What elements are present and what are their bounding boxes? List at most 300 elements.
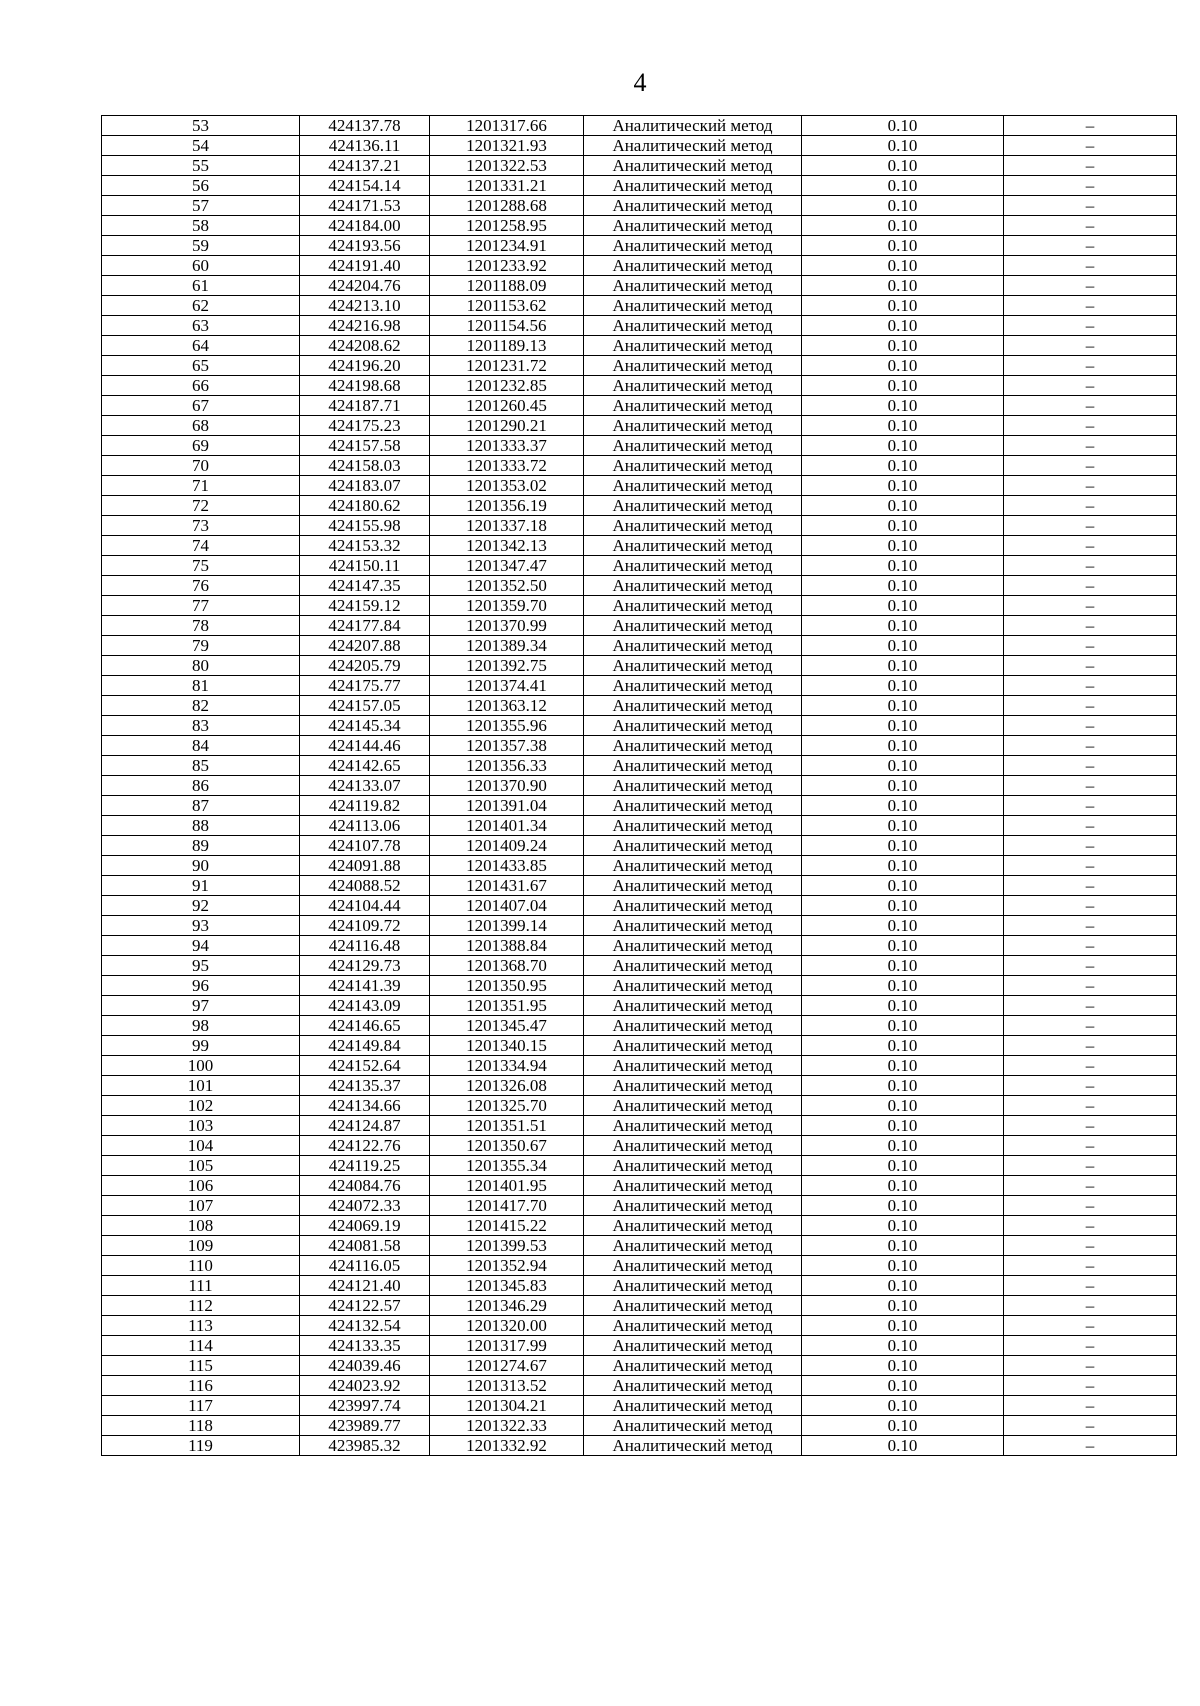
- method-cell: Аналитический метод: [584, 496, 802, 516]
- point-number-cell: 56: [102, 176, 300, 196]
- y-coordinate-cell: 1201334.94: [430, 1056, 584, 1076]
- table-row: [102, 1016, 1177, 1036]
- accuracy-cell: 0.10: [802, 496, 1004, 516]
- x-coordinate-cell: 424208.62: [300, 336, 430, 356]
- y-coordinate-cell: 1201370.90: [430, 776, 584, 796]
- note-cell: –: [1004, 136, 1177, 156]
- point-number-cell: 115: [102, 1356, 300, 1376]
- method-cell: Аналитический метод: [584, 316, 802, 336]
- x-coordinate-cell: 423997.74: [300, 1396, 430, 1416]
- point-number-cell: 104: [102, 1136, 300, 1156]
- x-coordinate-cell: 424216.98: [300, 316, 430, 336]
- method-cell: Аналитический метод: [584, 156, 802, 176]
- x-coordinate-cell: 424184.00: [300, 216, 430, 236]
- x-coordinate-cell: 424198.68: [300, 376, 430, 396]
- accuracy-cell: 0.10: [802, 536, 1004, 556]
- point-number-cell: 69: [102, 436, 300, 456]
- note-cell: –: [1004, 956, 1177, 976]
- table-row: [102, 236, 1177, 256]
- table-row: [102, 296, 1177, 316]
- x-coordinate-cell: 424088.52: [300, 876, 430, 896]
- y-coordinate-cell: 1201388.84: [430, 936, 584, 956]
- y-coordinate-cell: 1201350.67: [430, 1136, 584, 1156]
- note-cell: –: [1004, 756, 1177, 776]
- note-cell: –: [1004, 1156, 1177, 1176]
- accuracy-cell: 0.10: [802, 176, 1004, 196]
- point-number-cell: 100: [102, 1056, 300, 1076]
- note-cell: –: [1004, 1176, 1177, 1196]
- accuracy-cell: 0.10: [802, 216, 1004, 236]
- method-cell: Аналитический метод: [584, 1216, 802, 1236]
- method-cell: Аналитический метод: [584, 1056, 802, 1076]
- table-row: [102, 1436, 1177, 1456]
- point-number-cell: 105: [102, 1156, 300, 1176]
- accuracy-cell: 0.10: [802, 796, 1004, 816]
- point-number-cell: 106: [102, 1176, 300, 1196]
- y-coordinate-cell: 1201231.72: [430, 356, 584, 376]
- point-number-cell: 95: [102, 956, 300, 976]
- y-coordinate-cell: 1201401.34: [430, 816, 584, 836]
- note-cell: –: [1004, 996, 1177, 1016]
- table-row: [102, 536, 1177, 556]
- table-row: [102, 876, 1177, 896]
- table-row: [102, 396, 1177, 416]
- y-coordinate-cell: 1201356.19: [430, 496, 584, 516]
- table-row: [102, 1096, 1177, 1116]
- point-number-cell: 114: [102, 1336, 300, 1356]
- point-number-cell: 82: [102, 696, 300, 716]
- accuracy-cell: 0.10: [802, 1076, 1004, 1096]
- x-coordinate-cell: 424144.46: [300, 736, 430, 756]
- method-cell: Аналитический метод: [584, 276, 802, 296]
- note-cell: –: [1004, 636, 1177, 656]
- y-coordinate-cell: 1201407.04: [430, 896, 584, 916]
- y-coordinate-cell: 1201332.92: [430, 1436, 584, 1456]
- method-cell: Аналитический метод: [584, 136, 802, 156]
- table-row: [102, 636, 1177, 656]
- accuracy-cell: 0.10: [802, 816, 1004, 836]
- method-cell: Аналитический метод: [584, 1356, 802, 1376]
- note-cell: –: [1004, 336, 1177, 356]
- x-coordinate-cell: 424142.65: [300, 756, 430, 776]
- accuracy-cell: 0.10: [802, 896, 1004, 916]
- x-coordinate-cell: 424205.79: [300, 656, 430, 676]
- table-row: [102, 1116, 1177, 1136]
- accuracy-cell: 0.10: [802, 916, 1004, 936]
- x-coordinate-cell: 424145.34: [300, 716, 430, 736]
- point-number-cell: 68: [102, 416, 300, 436]
- method-cell: Аналитический метод: [584, 376, 802, 396]
- x-coordinate-cell: 424149.84: [300, 1036, 430, 1056]
- method-cell: Аналитический метод: [584, 1436, 802, 1456]
- note-cell: –: [1004, 1256, 1177, 1276]
- table-row: [102, 1276, 1177, 1296]
- note-cell: –: [1004, 296, 1177, 316]
- point-number-cell: 72: [102, 496, 300, 516]
- note-cell: –: [1004, 176, 1177, 196]
- x-coordinate-cell: 424122.76: [300, 1136, 430, 1156]
- accuracy-cell: 0.10: [802, 876, 1004, 896]
- y-coordinate-cell: 1201345.47: [430, 1016, 584, 1036]
- note-cell: –: [1004, 716, 1177, 736]
- y-coordinate-cell: 1201313.52: [430, 1376, 584, 1396]
- point-number-cell: 57: [102, 196, 300, 216]
- method-cell: Аналитический метод: [584, 696, 802, 716]
- table-row: [102, 1416, 1177, 1436]
- method-cell: Аналитический метод: [584, 396, 802, 416]
- note-cell: –: [1004, 116, 1177, 136]
- accuracy-cell: 0.10: [802, 276, 1004, 296]
- y-coordinate-cell: 1201258.95: [430, 216, 584, 236]
- coordinates-table: [101, 115, 1177, 1456]
- method-cell: Аналитический метод: [584, 356, 802, 376]
- table-row: [102, 1156, 1177, 1176]
- point-number-cell: 91: [102, 876, 300, 896]
- table-row: [102, 996, 1177, 1016]
- table-row: [102, 436, 1177, 456]
- table-row: [102, 1056, 1177, 1076]
- table-row: [102, 896, 1177, 916]
- x-coordinate-cell: 424116.05: [300, 1256, 430, 1276]
- note-cell: –: [1004, 456, 1177, 476]
- method-cell: Аналитический метод: [584, 836, 802, 856]
- note-cell: –: [1004, 436, 1177, 456]
- x-coordinate-cell: 424213.10: [300, 296, 430, 316]
- note-cell: –: [1004, 876, 1177, 896]
- accuracy-cell: 0.10: [802, 836, 1004, 856]
- method-cell: Аналитический метод: [584, 196, 802, 216]
- accuracy-cell: 0.10: [802, 1436, 1004, 1456]
- accuracy-cell: 0.10: [802, 416, 1004, 436]
- point-number-cell: 110: [102, 1256, 300, 1276]
- point-number-cell: 119: [102, 1436, 300, 1456]
- point-number-cell: 103: [102, 1116, 300, 1136]
- accuracy-cell: 0.10: [802, 1356, 1004, 1376]
- note-cell: –: [1004, 1116, 1177, 1136]
- point-number-cell: 58: [102, 216, 300, 236]
- accuracy-cell: 0.10: [802, 376, 1004, 396]
- accuracy-cell: 0.10: [802, 1196, 1004, 1216]
- method-cell: Аналитический метод: [584, 336, 802, 356]
- note-cell: –: [1004, 236, 1177, 256]
- note-cell: –: [1004, 1336, 1177, 1356]
- table-row: [102, 796, 1177, 816]
- note-cell: –: [1004, 1016, 1177, 1036]
- y-coordinate-cell: 1201415.22: [430, 1216, 584, 1236]
- note-cell: –: [1004, 476, 1177, 496]
- y-coordinate-cell: 1201351.51: [430, 1116, 584, 1136]
- note-cell: –: [1004, 1056, 1177, 1076]
- x-coordinate-cell: 424153.32: [300, 536, 430, 556]
- note-cell: –: [1004, 1296, 1177, 1316]
- x-coordinate-cell: 424121.40: [300, 1276, 430, 1296]
- note-cell: –: [1004, 596, 1177, 616]
- y-coordinate-cell: 1201355.34: [430, 1156, 584, 1176]
- accuracy-cell: 0.10: [802, 1216, 1004, 1236]
- table-row: [102, 1396, 1177, 1416]
- note-cell: –: [1004, 516, 1177, 536]
- y-coordinate-cell: 1201351.95: [430, 996, 584, 1016]
- point-number-cell: 81: [102, 676, 300, 696]
- table-row: [102, 716, 1177, 736]
- note-cell: –: [1004, 1436, 1177, 1456]
- accuracy-cell: 0.10: [802, 616, 1004, 636]
- accuracy-cell: 0.10: [802, 1236, 1004, 1256]
- table-row: [102, 156, 1177, 176]
- method-cell: Аналитический метод: [584, 756, 802, 776]
- accuracy-cell: 0.10: [802, 716, 1004, 736]
- y-coordinate-cell: 1201391.04: [430, 796, 584, 816]
- table-row: [102, 356, 1177, 376]
- accuracy-cell: 0.10: [802, 456, 1004, 476]
- x-coordinate-cell: 424175.23: [300, 416, 430, 436]
- method-cell: Аналитический метод: [584, 116, 802, 136]
- x-coordinate-cell: 424155.98: [300, 516, 430, 536]
- accuracy-cell: 0.10: [802, 296, 1004, 316]
- point-number-cell: 90: [102, 856, 300, 876]
- y-coordinate-cell: 1201326.08: [430, 1076, 584, 1096]
- y-coordinate-cell: 1201340.15: [430, 1036, 584, 1056]
- y-coordinate-cell: 1201370.99: [430, 616, 584, 636]
- table-row: [102, 756, 1177, 776]
- accuracy-cell: 0.10: [802, 1416, 1004, 1436]
- accuracy-cell: 0.10: [802, 856, 1004, 876]
- note-cell: –: [1004, 1416, 1177, 1436]
- point-number-cell: 89: [102, 836, 300, 856]
- table-row: [102, 1036, 1177, 1056]
- accuracy-cell: 0.10: [802, 1336, 1004, 1356]
- point-number-cell: 73: [102, 516, 300, 536]
- note-cell: –: [1004, 1316, 1177, 1336]
- method-cell: Аналитический метод: [584, 236, 802, 256]
- method-cell: Аналитический метод: [584, 1336, 802, 1356]
- point-number-cell: 85: [102, 756, 300, 776]
- method-cell: Аналитический метод: [584, 1116, 802, 1136]
- method-cell: Аналитический метод: [584, 1096, 802, 1116]
- table-row: [102, 816, 1177, 836]
- x-coordinate-cell: 424207.88: [300, 636, 430, 656]
- x-coordinate-cell: 424157.58: [300, 436, 430, 456]
- table-row: [102, 836, 1177, 856]
- point-number-cell: 99: [102, 1036, 300, 1056]
- method-cell: Аналитический метод: [584, 1036, 802, 1056]
- method-cell: Аналитический метод: [584, 1296, 802, 1316]
- table-row: [102, 196, 1177, 216]
- accuracy-cell: 0.10: [802, 1296, 1004, 1316]
- method-cell: Аналитический метод: [584, 516, 802, 536]
- y-coordinate-cell: 1201153.62: [430, 296, 584, 316]
- x-coordinate-cell: 424191.40: [300, 256, 430, 276]
- note-cell: –: [1004, 776, 1177, 796]
- point-number-cell: 70: [102, 456, 300, 476]
- y-coordinate-cell: 1201234.91: [430, 236, 584, 256]
- method-cell: Аналитический метод: [584, 896, 802, 916]
- note-cell: –: [1004, 976, 1177, 996]
- note-cell: –: [1004, 816, 1177, 836]
- x-coordinate-cell: 424175.77: [300, 676, 430, 696]
- method-cell: Аналитический метод: [584, 256, 802, 276]
- table-row: [102, 1296, 1177, 1316]
- note-cell: –: [1004, 316, 1177, 336]
- table-row: [102, 576, 1177, 596]
- method-cell: Аналитический метод: [584, 1276, 802, 1296]
- table-row: [102, 696, 1177, 716]
- point-number-cell: 74: [102, 536, 300, 556]
- point-number-cell: 61: [102, 276, 300, 296]
- accuracy-cell: 0.10: [802, 1016, 1004, 1036]
- point-number-cell: 83: [102, 716, 300, 736]
- y-coordinate-cell: 1201346.29: [430, 1296, 584, 1316]
- x-coordinate-cell: 424134.66: [300, 1096, 430, 1116]
- x-coordinate-cell: 424204.76: [300, 276, 430, 296]
- method-cell: Аналитический метод: [584, 616, 802, 636]
- x-coordinate-cell: 424069.19: [300, 1216, 430, 1236]
- note-cell: –: [1004, 1096, 1177, 1116]
- table-row: [102, 596, 1177, 616]
- y-coordinate-cell: 1201317.99: [430, 1336, 584, 1356]
- note-cell: –: [1004, 376, 1177, 396]
- table-row: [102, 256, 1177, 276]
- note-cell: –: [1004, 576, 1177, 596]
- note-cell: –: [1004, 936, 1177, 956]
- table-row: [102, 176, 1177, 196]
- table-row: [102, 376, 1177, 396]
- note-cell: –: [1004, 256, 1177, 276]
- accuracy-cell: 0.10: [802, 736, 1004, 756]
- method-cell: Аналитический метод: [584, 456, 802, 476]
- y-coordinate-cell: 1201353.02: [430, 476, 584, 496]
- x-coordinate-cell: 424039.46: [300, 1356, 430, 1376]
- method-cell: Аналитический метод: [584, 416, 802, 436]
- note-cell: –: [1004, 1236, 1177, 1256]
- method-cell: Аналитический метод: [584, 1416, 802, 1436]
- note-cell: –: [1004, 1076, 1177, 1096]
- y-coordinate-cell: 1201333.72: [430, 456, 584, 476]
- point-number-cell: 98: [102, 1016, 300, 1036]
- x-coordinate-cell: 424119.82: [300, 796, 430, 816]
- accuracy-cell: 0.10: [802, 956, 1004, 976]
- method-cell: Аналитический метод: [584, 656, 802, 676]
- point-number-cell: 66: [102, 376, 300, 396]
- table-row: [102, 1216, 1177, 1236]
- table-row: [102, 616, 1177, 636]
- point-number-cell: 77: [102, 596, 300, 616]
- note-cell: –: [1004, 1356, 1177, 1376]
- y-coordinate-cell: 1201322.53: [430, 156, 584, 176]
- x-coordinate-cell: 424107.78: [300, 836, 430, 856]
- method-cell: Аналитический метод: [584, 956, 802, 976]
- table-row: [102, 1316, 1177, 1336]
- table-row: [102, 856, 1177, 876]
- x-coordinate-cell: 424157.05: [300, 696, 430, 716]
- point-number-cell: 96: [102, 976, 300, 996]
- point-number-cell: 92: [102, 896, 300, 916]
- y-coordinate-cell: 1201320.00: [430, 1316, 584, 1336]
- accuracy-cell: 0.10: [802, 676, 1004, 696]
- point-number-cell: 97: [102, 996, 300, 1016]
- x-coordinate-cell: 424136.11: [300, 136, 430, 156]
- y-coordinate-cell: 1201188.09: [430, 276, 584, 296]
- point-number-cell: 111: [102, 1276, 300, 1296]
- table-row: [102, 1076, 1177, 1096]
- y-coordinate-cell: 1201321.93: [430, 136, 584, 156]
- y-coordinate-cell: 1201189.13: [430, 336, 584, 356]
- point-number-cell: 79: [102, 636, 300, 656]
- y-coordinate-cell: 1201154.56: [430, 316, 584, 336]
- table-row: [102, 736, 1177, 756]
- point-number-cell: 107: [102, 1196, 300, 1216]
- x-coordinate-cell: 424135.37: [300, 1076, 430, 1096]
- x-coordinate-cell: 424152.64: [300, 1056, 430, 1076]
- x-coordinate-cell: 424171.53: [300, 196, 430, 216]
- point-number-cell: 113: [102, 1316, 300, 1336]
- accuracy-cell: 0.10: [802, 696, 1004, 716]
- x-coordinate-cell: 424141.39: [300, 976, 430, 996]
- y-coordinate-cell: 1201347.47: [430, 556, 584, 576]
- y-coordinate-cell: 1201357.38: [430, 736, 584, 756]
- y-coordinate-cell: 1201333.37: [430, 436, 584, 456]
- y-coordinate-cell: 1201337.18: [430, 516, 584, 536]
- method-cell: Аналитический метод: [584, 216, 802, 236]
- x-coordinate-cell: 424146.65: [300, 1016, 430, 1036]
- point-number-cell: 118: [102, 1416, 300, 1436]
- table-row: [102, 1356, 1177, 1376]
- method-cell: Аналитический метод: [584, 796, 802, 816]
- accuracy-cell: 0.10: [802, 196, 1004, 216]
- table-row: [102, 1376, 1177, 1396]
- table-row: [102, 776, 1177, 796]
- note-cell: –: [1004, 1196, 1177, 1216]
- accuracy-cell: 0.10: [802, 1156, 1004, 1176]
- point-number-cell: 88: [102, 816, 300, 836]
- point-number-cell: 54: [102, 136, 300, 156]
- accuracy-cell: 0.10: [802, 436, 1004, 456]
- accuracy-cell: 0.10: [802, 1256, 1004, 1276]
- accuracy-cell: 0.10: [802, 636, 1004, 656]
- method-cell: Аналитический метод: [584, 1136, 802, 1156]
- table-row: [102, 336, 1177, 356]
- x-coordinate-cell: 424133.07: [300, 776, 430, 796]
- method-cell: Аналитический метод: [584, 976, 802, 996]
- x-coordinate-cell: 424137.78: [300, 116, 430, 136]
- note-cell: –: [1004, 856, 1177, 876]
- method-cell: Аналитический метод: [584, 1176, 802, 1196]
- table-row: [102, 936, 1177, 956]
- method-cell: Аналитический метод: [584, 1236, 802, 1256]
- x-coordinate-cell: 424180.62: [300, 496, 430, 516]
- note-cell: –: [1004, 916, 1177, 936]
- note-cell: –: [1004, 736, 1177, 756]
- point-number-cell: 86: [102, 776, 300, 796]
- x-coordinate-cell: 424158.03: [300, 456, 430, 476]
- x-coordinate-cell: 424147.35: [300, 576, 430, 596]
- point-number-cell: 53: [102, 116, 300, 136]
- y-coordinate-cell: 1201274.67: [430, 1356, 584, 1376]
- note-cell: –: [1004, 896, 1177, 916]
- y-coordinate-cell: 1201322.33: [430, 1416, 584, 1436]
- table-row: [102, 1196, 1177, 1216]
- y-coordinate-cell: 1201355.96: [430, 716, 584, 736]
- table-row: [102, 416, 1177, 436]
- y-coordinate-cell: 1201399.14: [430, 916, 584, 936]
- accuracy-cell: 0.10: [802, 156, 1004, 176]
- accuracy-cell: 0.10: [802, 316, 1004, 336]
- y-coordinate-cell: 1201409.24: [430, 836, 584, 856]
- x-coordinate-cell: 424143.09: [300, 996, 430, 1016]
- accuracy-cell: 0.10: [802, 1096, 1004, 1116]
- method-cell: Аналитический метод: [584, 776, 802, 796]
- y-coordinate-cell: 1201389.34: [430, 636, 584, 656]
